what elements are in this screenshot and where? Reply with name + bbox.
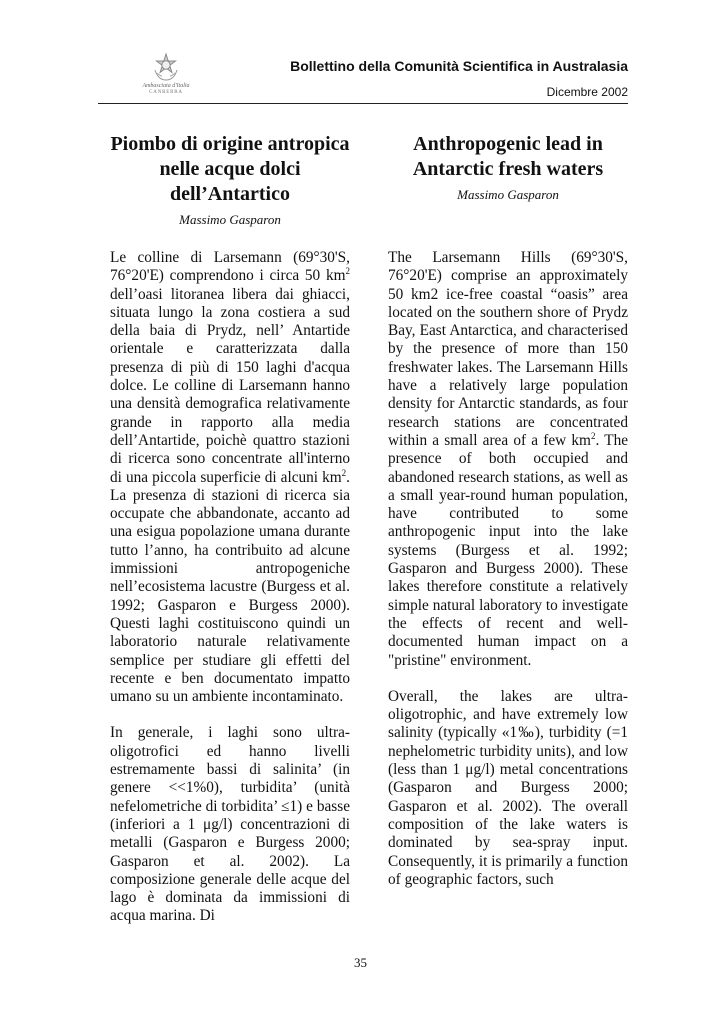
english-paragraph-1-part-b: . The presence of both occupied and abandoned research stations, as well as a small year-round human population, have contributed to some anthropogenic input into the lake systems (Burgess et al. 1992; Gasparon and Burgess 2000). These lakes therefore constitute a relatively simple natural laboratory to investigate the effects of recent and well-documented human impact on a "pristine" environment. — [388, 431, 629, 669]
english-paragraph-1-part-a: The Larsemann Hills (69°30'S, 76°20'E) comprise an approximately 50 km2 ice-free coastal “oasis” area located on the southern shore of Prydz Bay, East Antarctica, and characterised by the presence of more than 150 freshwater lakes. The Larsemann Hills have a relatively large population density for Antarctic standards, as four research stations are concentrated within a small area of a few km — [388, 249, 628, 449]
italian-paragraph-1-part-a: Le colline di Larsemann (69°30'S, 76°20'E) comprendono i circa 50 km — [110, 249, 350, 285]
superscript-2: 2 — [590, 430, 596, 441]
issue-date: Dicembre 2002 — [546, 85, 628, 99]
header-divider — [98, 103, 628, 104]
italian-paragraph-1 — [110, 249, 350, 706]
italian-title-line-2: nelle acque dolci — [159, 158, 301, 180]
italian-paragraph-1-part-b: dell’oasi litoranea libera dai ghiacci, situata lungo la zona costiera a sud della baia di Prydz, nell’ Antartide orientale e caratterizzata dalla presenza di più di 150 laghi d'acqua dolce. Le colline di Larsemann hanno una densità demografica relativamente grande in rapporto alla media dell’Antartide, poichè quattro stazioni di ricerca sono concentrate all'interno di una piccola superficie di alcuni km — [110, 285, 350, 486]
english-article-author: Massimo Gasparon — [457, 187, 559, 202]
superscript-2: 2 — [345, 266, 350, 277]
english-paragraph-2: Overall, the lakes are ultra-oligotrophic, and have extremely low salinity (typically «1‰), turbidity (=1 nephelometric turbidity units), and low (less than 1 μg/l) metal concentrations (Gasparon and Burgess 2000; Gasparon et al. 2002). The overall composition of the lake waters is dominated by sea-spray input. Consequently, it is primarily a function of geographic factors, such — [388, 687, 628, 888]
emblem-caption-city: CANBERRA — [149, 90, 183, 95]
italian-title-line-1: Piombo di origine antropica — [110, 133, 350, 155]
emblem-caption-embassy: Ambasciata d'Italia — [142, 83, 190, 89]
italian-paragraph-2: In generale, i laghi sono ultra-oligotrofici ed hanno livelli estremamente bassi di salinita’ (in genere <<1%0), turbidita’ (unità nefelometriche di torbidita’ ≤1) e basse (inferiori a 1 μg/l) concentrazioni di metalli (Gasparon e Burgess 2000; Gasparon et al. 2002). La composizione generale delle acque del lago è dominata da immissioni di acqua marina. Di — [110, 724, 350, 925]
italian-emblem-icon — [153, 52, 179, 82]
italian-title-line-3: dell’Antartico — [170, 183, 290, 205]
bulletin-title: Bollettino della Comunità Scientifica in Australasia — [290, 58, 628, 74]
italian-article-title — [110, 132, 350, 207]
english-title-line-1: Anthropogenic lead in — [413, 133, 603, 155]
english-article-title — [388, 132, 628, 182]
superscript-2: 2 — [341, 467, 347, 478]
italian-article-column — [110, 132, 350, 926]
english-title-line-2: Antarctic fresh waters — [412, 158, 604, 180]
embassy-emblem — [136, 52, 196, 100]
english-article-column — [388, 132, 628, 889]
italian-paragraph-1-part-c: . La presenza di stazioni di ricerca sia occupate che abbandonate, accanto ad una esigua popolazione umana durante tutto l’anno, ha contribuito ad alcune immissioni antropogeniche nell’ecosistema lacustre (Burgess et al. 1992; Gasparon e Burgess 2000). Questi laghi costituiscono quindi un laboratorio naturale relativamente semplice per studiare gli effetti del recente e ben documentato impatto umano su un ambiente incontaminato. — [110, 468, 350, 706]
page-number: 35 — [354, 955, 367, 970]
italian-article-author: Massimo Gasparon — [179, 212, 281, 227]
english-paragraph-1 — [388, 249, 628, 670]
page-header — [98, 50, 628, 106]
